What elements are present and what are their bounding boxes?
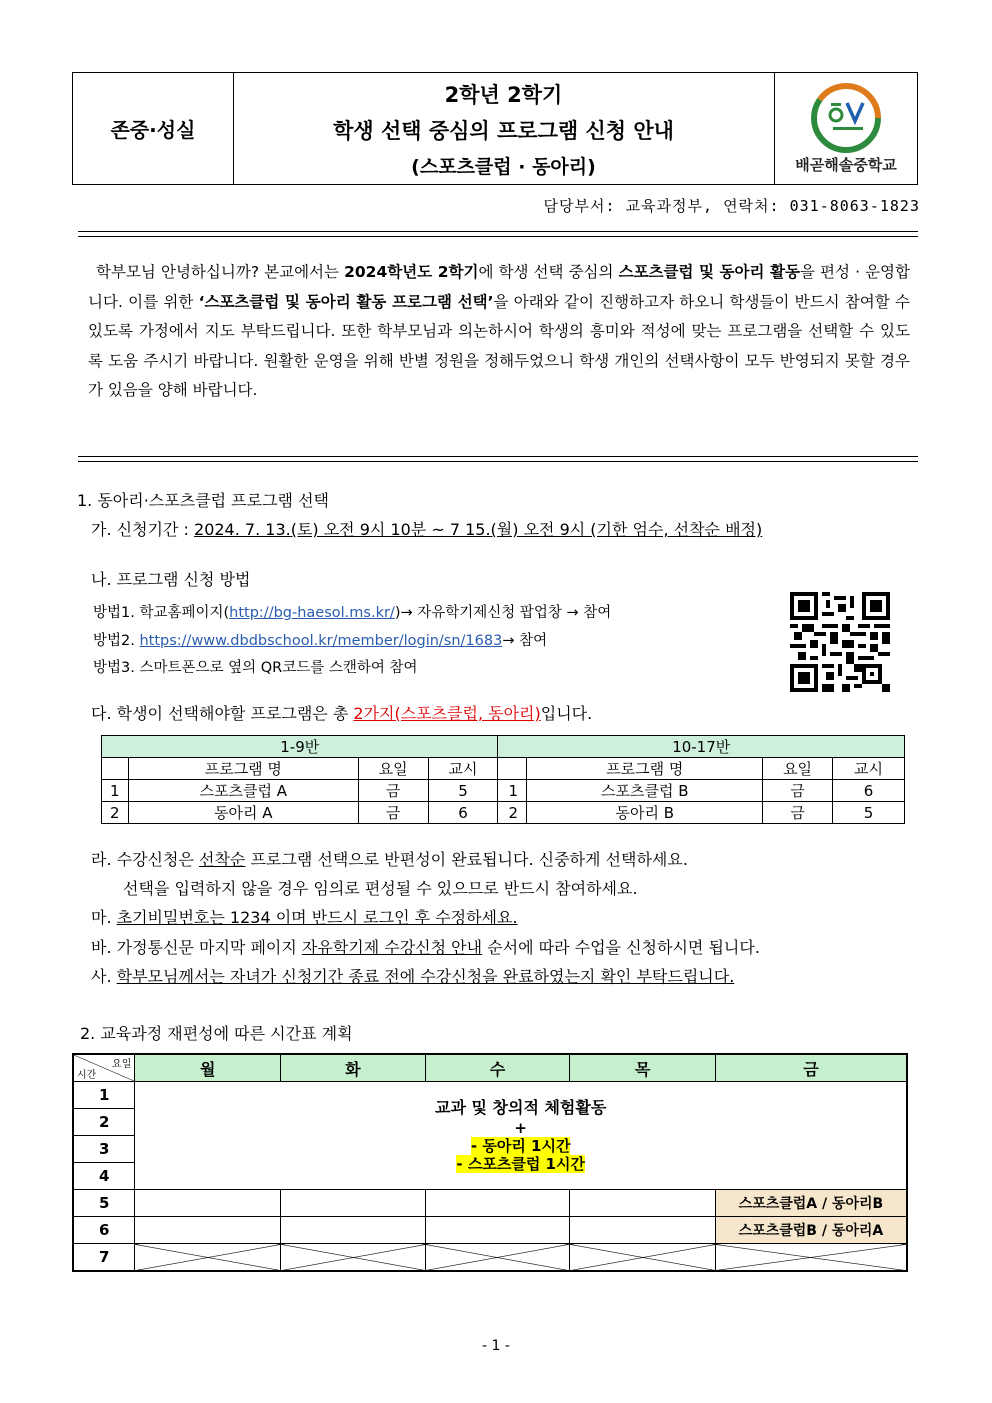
- group-1-9: 1-9반: [102, 736, 498, 758]
- timetable-corner: [73, 1054, 135, 1082]
- row-number: 2: [102, 802, 129, 824]
- period-7: 7: [73, 1244, 135, 1272]
- divider-top: [78, 231, 918, 237]
- timetable-cell-empty: [715, 1244, 907, 1272]
- timetable-cell-empty: [281, 1244, 426, 1272]
- timetable-cell: [281, 1190, 426, 1217]
- table-row: [102, 802, 905, 824]
- intro-paragraph: [88, 258, 910, 406]
- table-header-day: 요일: [358, 758, 428, 780]
- title-line-3: (스포츠클럽 · 동아리): [411, 156, 596, 178]
- row-number: 2: [498, 802, 527, 824]
- dbdbschool-link[interactable]: https://www.dbdbschool.kr/member/login/sn/1683: [139, 633, 503, 649]
- day-wednesday: 수: [425, 1054, 570, 1082]
- note-ra: [91, 849, 688, 871]
- corner-day-label: 요일: [112, 1059, 132, 1070]
- program-period: 6: [428, 802, 498, 824]
- required-programs: [91, 703, 592, 725]
- note-ma-text: 마.: [91, 908, 117, 927]
- required-text: 입니다.: [540, 704, 593, 723]
- intro-text: 에 학생 선택 중심의: [478, 263, 619, 281]
- note-sa: [91, 966, 734, 988]
- section1-heading: 1. 동아리·스포츠클럽 프로그램 선택: [77, 491, 329, 510]
- table-header-name: 프로그램 명: [128, 758, 358, 780]
- note-ra-text: 라. 수강신청은: [91, 850, 199, 869]
- day-thursday: 목: [570, 1054, 716, 1082]
- note-ma: [91, 907, 518, 929]
- timetable-cell: [135, 1217, 281, 1244]
- group-10-17: 10-17반: [498, 736, 905, 758]
- program-day: 금: [358, 780, 428, 802]
- note-ra-text: 프로그램 선택으로 반편성이 완료됩니다. 신중하게 선택하세요.: [245, 850, 688, 869]
- table-row: [102, 780, 905, 802]
- title-line-2: 학생 선택 중심의 프로그램 신청 안내: [333, 119, 674, 143]
- intro-semester: 2024학년도 2학기: [344, 263, 479, 281]
- note-ra-line2: 선택을 입력하지 않을 경우 임의로 편성될 수 있으므로 반드시 참여하세요.: [123, 879, 638, 898]
- divider-bottom: [78, 456, 918, 462]
- program-name: 스포츠클럽 B: [527, 780, 763, 802]
- method-heading: 나. 프로그램 신청 방법: [91, 570, 251, 589]
- program-name: 동아리 A: [128, 802, 358, 824]
- program-period: 5: [833, 802, 905, 824]
- title-line-1: 2학년 2학기: [444, 83, 563, 107]
- period-value: 2024. 7. 13.(토) 오전 9시 10분 ~ 7 15.(월) 오전 9시 (기한 엄수, 선착순 배정): [194, 520, 763, 539]
- program-name: 스포츠클럽 A: [128, 780, 358, 802]
- table-header-name: 프로그램 명: [527, 758, 763, 780]
- timetable-cell: [570, 1190, 716, 1217]
- intro-text: 을 아래와 같이 진행하고자 하오니 학생들이 반드시 참여할 수 있도록 가정에서 지도 부탁드립니다. 또한 학부모님과 의논하시어 학생의 흥미와 적성에 맞는 프로그램을 선택할 수 있도록 도움 주시기 바랍니다. 원활한 운영을 위해 반별 정원을 정해두었으니 학생 개인의 선택사항이 모두 반영되지 못할 경우가 있음을 양해 바랍니다.: [88, 292, 910, 399]
- timetable-cell: [425, 1217, 570, 1244]
- program-name: 동아리 B: [527, 802, 763, 824]
- timetable-cell: [570, 1217, 716, 1244]
- row-number: 1: [498, 780, 527, 802]
- table-header-day: 요일: [763, 758, 833, 780]
- program-period: 5: [428, 780, 498, 802]
- application-period: [91, 519, 762, 541]
- method-2: [93, 630, 547, 652]
- timetable-cell: [135, 1190, 281, 1217]
- period-1: 1: [73, 1082, 135, 1109]
- method-2-text: 방법2.: [93, 633, 140, 649]
- method-1-text: )→ 자유학기제신청 팝업창 → 참여: [394, 605, 612, 621]
- merged-activities: [135, 1082, 907, 1190]
- table-header-period: 교시: [833, 758, 905, 780]
- qr-code-icon: [790, 592, 890, 692]
- note-ba: [91, 937, 760, 959]
- method-3: 방법3. 스마트폰으로 옆의 QR코드를 스캔하여 참여: [93, 660, 418, 676]
- intro-program-selection: ‘스포츠클럽 및 동아리 활동 프로그램 선택’: [198, 292, 494, 311]
- qr-code[interactable]: [790, 592, 890, 692]
- program-day: 금: [763, 780, 833, 802]
- intro-text: 을 편성 · 운영합니다. 이를 위한: [88, 263, 910, 311]
- method-1: [93, 602, 611, 624]
- school-name: 배곧해솔중학교: [795, 156, 897, 174]
- merged-club-hour: - 동아리 1시간: [470, 1136, 571, 1155]
- corner-time-label: 시간: [77, 1070, 97, 1081]
- school-emblem-icon: [775, 73, 918, 184]
- method-1-text: 방법1. 학교홈페이지(: [93, 605, 230, 621]
- period-3: 3: [73, 1136, 135, 1163]
- friday-period-6: 스포츠클럽B / 동아리A: [715, 1217, 907, 1244]
- day-tuesday: 화: [281, 1054, 426, 1082]
- document-title: [233, 73, 774, 184]
- table-header-period: 교시: [428, 758, 498, 780]
- period-2: 2: [73, 1109, 135, 1136]
- program-day: 금: [763, 802, 833, 824]
- timetable: [72, 1053, 908, 1272]
- document-header: [72, 72, 918, 185]
- required-text: 다. 학생이 선택해야할 프로그램은 총: [91, 704, 354, 723]
- table-header-no: [498, 758, 527, 780]
- day-monday: 월: [135, 1054, 281, 1082]
- note-sa-parents: 학부모님께서는 자녀가 신청기간 종료 전에 수강신청을 완료하였는지 확인 부탁드립니다.: [116, 967, 735, 986]
- note-ba-guide: 자유학기제 수강신청 안내: [301, 938, 483, 957]
- department-contact: 담당부서: 교육과정부, 연락처: 031-8063-1823: [543, 197, 920, 215]
- school-motto: 존중·성실: [73, 73, 234, 184]
- period-6: 6: [73, 1217, 135, 1244]
- period-4: 4: [73, 1163, 135, 1190]
- program-period: 6: [833, 780, 905, 802]
- row-number: 1: [102, 780, 129, 802]
- intro-text: 학부모님 안녕하십니까? 본교에서는: [96, 263, 345, 281]
- timetable-cell: [281, 1217, 426, 1244]
- program-table: [101, 735, 905, 824]
- section2-heading: 2. 교육과정 재편성에 따른 시간표 계획: [80, 1024, 353, 1043]
- timetable-cell: [425, 1190, 570, 1217]
- note-ra-first-come: 선착순: [199, 850, 246, 869]
- note-ma-password: 초기비밀번호는 1234 이며 반드시 로그인 후 수정하세요.: [116, 908, 518, 927]
- period-5: 5: [73, 1190, 135, 1217]
- day-friday: 금: [715, 1054, 907, 1082]
- timetable-cell-empty: [425, 1244, 570, 1272]
- note-sa-text: 사.: [91, 967, 117, 986]
- program-day: 금: [358, 802, 428, 824]
- merged-title: 교과 및 창의적 체험활동: [435, 1097, 607, 1117]
- merged-plus: +: [514, 1118, 527, 1137]
- note-ba-text: 바. 가정통신문 마지막 페이지: [91, 938, 302, 957]
- page-number: - 1 -: [482, 1338, 510, 1354]
- friday-period-5: 스포츠클럽A / 동아리B: [715, 1190, 907, 1217]
- method-2-text: → 참여: [502, 633, 548, 649]
- required-count: 2가지(스포츠클럽, 동아리): [353, 704, 541, 723]
- school-homepage-link[interactable]: http://bg-haesol.ms.kr/: [229, 605, 395, 621]
- intro-activities: 스포츠클럽 및 동아리 활동: [618, 263, 800, 281]
- period-label: 가. 신청기간 :: [91, 520, 195, 539]
- table-header-no: [102, 758, 129, 780]
- school-logo: [774, 73, 918, 184]
- merged-sports-hour: - 스포츠클럽 1시간: [456, 1154, 585, 1173]
- timetable-cell-empty: [135, 1244, 281, 1272]
- note-ba-text: 순서에 따라 수업을 신청하시면 됩니다.: [482, 938, 760, 957]
- timetable-cell-empty: [570, 1244, 716, 1272]
